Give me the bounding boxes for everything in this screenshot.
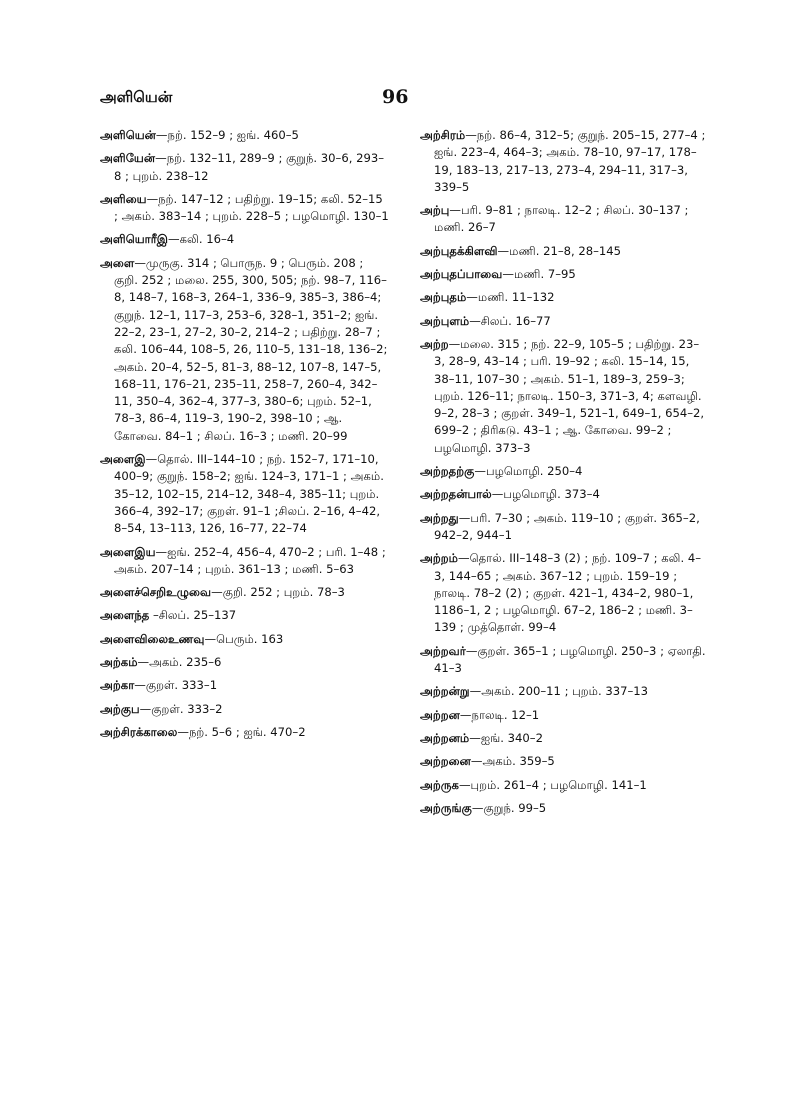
index-entry [100,584,390,601]
index-references: —கலி. 16–4 [168,232,235,247]
index-entry [420,127,710,196]
index-references: —பரி. 7–30 ; அகம். 119–10 ; குறள். 365–2, 942–2, 944–1 [434,510,700,542]
index-entry [420,730,710,747]
index-headword: அற்றதற்கு [420,464,475,479]
index-references: —நற். 86–4, 312–5; குறுந். 205–15, 277–4 ; ஐங். 223–4, 464–3; அகம். 78–10, 97–17, 178–19, 183–13, 217–13, 273–4, 294–11, 317–3, 339–5 [434,128,706,194]
index-headword: அற்றது [420,510,459,525]
index-entry [100,631,390,648]
index-entry [100,654,390,671]
index-entry [420,486,710,503]
index-references: —மலை. 315 ; நற். 22–9, 105–5 ; பதிற்று. 23–3, 28–9, 43–14 ; பரி. 19–92 ; கலி. 15–14, 15, 38–11, 107–30 ; அகம். 51–1, 189–3, 259–3; புறம். 126–11; நாலடி. 150–3, 371–3, 4; களவழி. 9–2, 28–3 ; குறள். 349–1, 521–1, 649–1, 654–2, 699–2 ; திரிகடு. 43–1 ; ஆ. கோவை. 99–2 ; பழமொழி. 373–3 [434,336,705,455]
index-references: —குறள். 333–2 [139,701,223,716]
index-references: —அகம். 235–6 [137,655,222,670]
index-references: —குறி. 252 ; புறம். 78–3 [211,585,345,600]
index-references: —பரி. 9–81 ; நாலடி. 12–2 ; சிலப். 30–137 ; மணி. 26–7 [434,203,689,235]
index-entry [100,724,390,741]
index-headword: அளைஇ [100,452,146,467]
index-references: —ஐங். 340–2 [469,730,543,745]
index-entry [100,451,390,537]
index-references: –சிலப். 25–137 [149,608,237,623]
index-references: —நாலடி. 12–1 [459,707,540,722]
index-entry [420,643,710,678]
index-entry [420,707,710,724]
index-headword: அற்குப [100,701,140,716]
index-entry [420,683,710,700]
index-references: —பழமொழி. 250–4 [474,464,583,479]
index-references: —நற். 147–12 ; பதிற்று. 19–15; கலி. 52–15 ; அகம். 383–14 ; புறம். 228–5 ; பழமொழி. 130–1 [114,191,389,224]
index-references: —நற். 152–9 ; ஐங். 460–5 [155,128,299,142]
index-entry [420,510,710,545]
index-headword: அளைவிலைஉணவு [100,631,205,646]
index-entry [100,191,390,226]
index-headword: அற்புதக்கிளவி [420,243,498,258]
index-headword: அளை [100,255,135,270]
index-headword: அற்றன்று [420,684,470,699]
right-column [420,127,710,823]
index-references: —பழமொழி. 373–4 [491,487,600,502]
index-entry [420,777,710,794]
index-references: —நற். 132–11, 289–9 ; குறுந். 30–6, 293–8 ; புறம். 238–12 [114,151,385,183]
left-column [100,127,390,747]
index-entry [100,127,390,144]
index-references: —தொல். III–148–3 (2) ; நற். 109–7 ; கலி. 4–3, 144–65 ; அகம். 367–12 ; புறம். 159–19 ; நாலடி. 78–2 (2) ; குறள். 421–1, 434–2, 980–1, 1186–1, 2 ; பழமொழி. 67–2, 186–2 ; மணி. 3–139 ; முத்தொள். 99–4 [434,551,702,635]
index-entry [100,544,390,579]
index-references: —மணி. 21–8, 28–145 [497,243,622,258]
index-headword: அற்ருக [420,777,459,792]
page-number: 96 [382,86,409,108]
index-headword: அற்ற [420,336,449,351]
index-headword: அற்புதம் [420,290,467,305]
index-references: —அகம். 200–11 ; புறம். 337–13 [469,684,649,699]
index-headword: அற்றனம் [420,730,470,745]
running-head: அளியென் [100,88,173,106]
index-headword: அளியேன் [100,151,156,166]
index-references: —ஐங். 252–4, 456–4, 470–2 ; பரி. 1–48 ; அகம். 207–14 ; புறம். 361–13 ; மணி. 5–63 [114,544,386,576]
index-headword: அற்சிரக்காலை [100,724,178,739]
index-headword: அற்றன [420,707,460,722]
index-headword: அற்றதன்பால் [420,487,492,502]
index-entry [420,266,710,283]
index-entry [100,255,390,445]
index-entry [420,313,710,330]
index-headword: அளைஇய [100,544,156,559]
index-entry [420,243,710,260]
index-entry [420,202,710,237]
index-entry [420,463,710,480]
index-entry [420,550,710,636]
index-headword: அற்றவர் [420,643,466,658]
index-references: —மணி. 11–132 [466,290,555,305]
index-references: —குறள். 333–1 [134,678,218,693]
index-entry [100,677,390,694]
index-entry [420,336,710,457]
index-references: —புறம். 261–4 ; பழமொழி. 141–1 [458,777,647,792]
index-headword: அற்றம் [420,551,458,566]
index-headword: அளைச்செறிஉழுவை [100,585,212,600]
index-references: —நற். 5–6 ; ஐங். 470–2 [177,724,306,739]
index-references: —தொல். III–144–10 ; நற். 152–7, 171–10, 400–9; குறுந். 158–2; ஐங். 124–3, 171–1 ; அகம். 35–12, 102–15, 214–12, 348–4, 385–11; புறம். 366–4, 392–17; குறள். 91–1 ;சிலப். 2–16, 4–42, 8–54, 13–113, 126, 16–77, 22–74 [114,452,384,536]
index-references: —அகம். 359–5 [470,754,555,769]
index-references: —குறள். 365–1 ; பழமொழி. 250–3 ; ஏலாதி. 41–3 [434,643,706,676]
index-headword: அற்சிரம் [420,128,466,142]
index-references: —குறுந். 99–5 [471,800,547,815]
index-headword: அளியொரீஇ [100,232,168,247]
index-headword: அளைந்த [100,608,150,623]
index-headword: அற்ருங்கு [420,800,472,815]
index-entry [420,289,710,306]
index-references: —பெரும். 163 [204,631,284,646]
index-headword: அற்புளம் [420,313,470,328]
index-entry [100,701,390,718]
index-entry [420,753,710,770]
index-headword: அற்றனை [420,754,471,769]
index-entry [420,800,710,817]
index-entry [100,231,390,248]
index-entry [100,607,390,624]
index-headword: அற்புதப்பாவை [420,267,503,282]
index-headword: அற்பு [420,203,450,218]
index-entry [100,150,390,185]
index-headword: அளியென் [100,128,156,142]
index-headword: அற்கம் [100,655,138,670]
index-references: —சிலப். 16–77 [469,313,551,328]
index-headword: அளியை [100,191,147,206]
index-references: —மணி. 7–95 [502,267,576,282]
index-headword: அற்கா [100,678,135,693]
index-references: —முருகு. 314 ; பொருந. 9 ; பெரும். 208 ; குறி. 252 ; மலை. 255, 300, 505; நற். 98–7, 116–8, 148–7, 168–3, 264–1, 336–9, 385–3, 386–4; குறுந். 12–1, 117–3, 253–6, 328–1, 351–2; ஐங். 22–2, 23–1, 27–2, 30–2, 214–2 ; பதிற்று. 28–7 ; கலி. 106–44, 108–5, 26, 110–5, 131–18, 136–2; அகம். 20–4, 52–5, 81–3, 88–12, 107–8, 147–5, 168–11, 176–21, 235–11, 258–7, 260–4, 342–11, 350–4, 362–4, 377–3, 380–6; புறம். 52–1, 78–3, 86–4, 119–3, 190–2, 398–10 ; ஆ. கோவை. 84–1 ; சிலப். 16–3 ; மணி. 20–99 [114,255,388,443]
